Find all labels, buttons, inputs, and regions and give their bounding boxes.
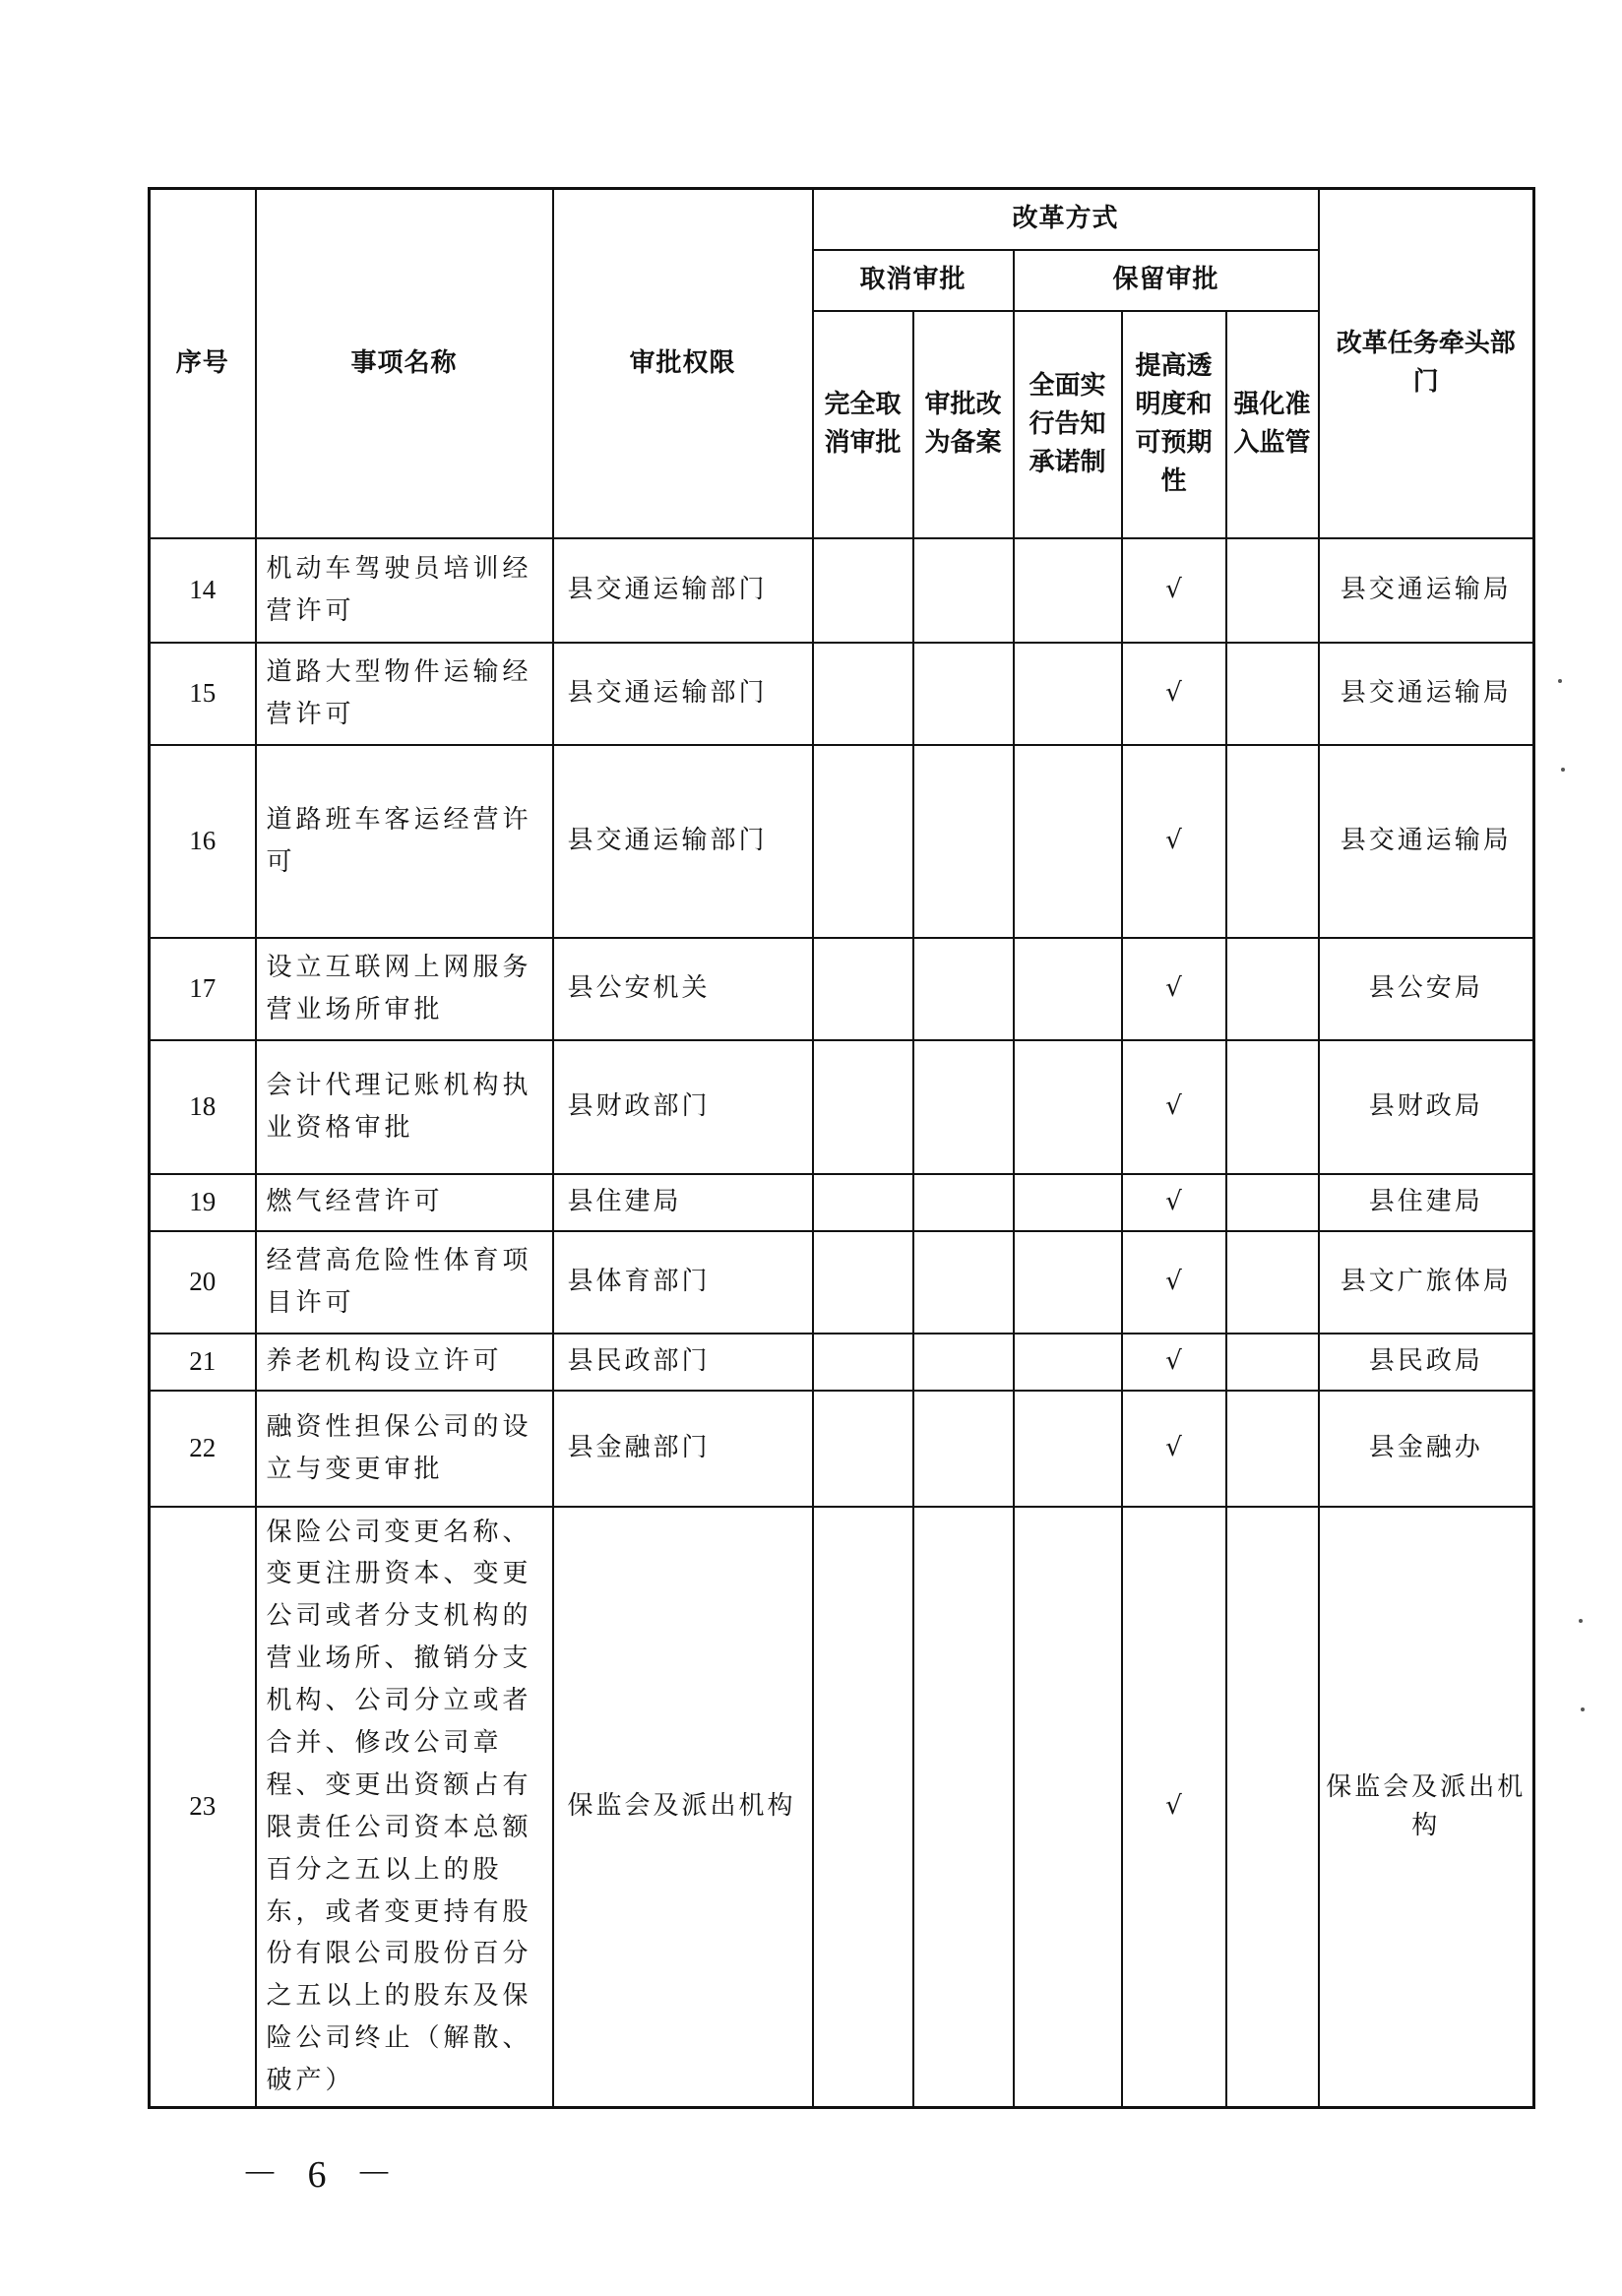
row-number: 14: [150, 538, 256, 643]
item-name: 融资性担保公司的设立与变更审批: [256, 1391, 553, 1507]
cell-access-supervision: [1226, 1507, 1319, 2108]
item-name: 养老机构设立许可: [256, 1334, 553, 1391]
cell-to-filing: [913, 1231, 1014, 1334]
cell-notify-commit: [1014, 745, 1122, 938]
cell-access-supervision: [1226, 1334, 1319, 1391]
approval-authority: 县民政部门: [553, 1334, 813, 1391]
item-name: 经营高危险性体育项目许可: [256, 1231, 553, 1334]
lead-department: 县交通运输局: [1319, 538, 1534, 643]
cell-cancel-fully: [813, 1174, 913, 1231]
approval-items-table: [148, 187, 1535, 2109]
header-cancel-approval: 取消审批: [813, 250, 1014, 311]
cell-notify-commit: [1014, 1231, 1122, 1334]
lead-department: 县住建局: [1319, 1174, 1534, 1231]
header-lead-department: 改革任务牵头部门: [1319, 189, 1534, 538]
cell-cancel-fully: [813, 538, 913, 643]
header-item-name: 事项名称: [256, 189, 553, 538]
scan-speck: [1579, 1619, 1583, 1623]
table-row: [150, 1174, 1534, 1231]
cell-notify-commit: [1014, 538, 1122, 643]
item-name: 会计代理记账机构执业资格审批: [256, 1040, 553, 1174]
cell-to-filing: [913, 1507, 1014, 2108]
cell-to-filing: [913, 1040, 1014, 1174]
header-seq: 序号: [150, 189, 256, 538]
check-mark: √: [1122, 938, 1226, 1040]
cell-access-supervision: [1226, 938, 1319, 1040]
approval-authority: 县交通运输部门: [553, 643, 813, 745]
cell-cancel-fully: [813, 1231, 913, 1334]
check-mark: √: [1122, 1334, 1226, 1391]
cell-cancel-fully: [813, 1507, 913, 2108]
cell-cancel-fully: [813, 1391, 913, 1507]
header-col-to-filing: 审批改为备案: [913, 311, 1014, 538]
page-number: － 6 －: [241, 2154, 404, 2196]
cell-to-filing: [913, 938, 1014, 1040]
table-row: [150, 1231, 1534, 1334]
row-number: 22: [150, 1391, 256, 1507]
cell-cancel-fully: [813, 643, 913, 745]
lead-department: 县民政局: [1319, 1334, 1534, 1391]
cell-to-filing: [913, 1174, 1014, 1231]
table-row: [150, 1507, 1534, 2108]
cell-access-supervision: [1226, 1040, 1319, 1174]
check-mark: √: [1122, 1040, 1226, 1174]
item-name: 保险公司变更名称、变更注册资本、变更公司或者分支机构的营业场所、撤销分支机构、公司分立或者合并、修改公司章程、变更出资额占有限责任公司资本总额百分之五以上的股东，或者变更持有股份有限公司股份百分之五以上的股东及保险公司终止（解散、破产）: [256, 1507, 553, 2108]
table-row: [150, 745, 1534, 938]
header-col-notify-commit: 全面实行告知承诺制: [1014, 311, 1122, 538]
cell-notify-commit: [1014, 938, 1122, 1040]
cell-notify-commit: [1014, 1334, 1122, 1391]
table-row: [150, 1391, 1534, 1507]
approval-authority: 县公安机关: [553, 938, 813, 1040]
approval-authority: 县财政部门: [553, 1040, 813, 1174]
row-number: 23: [150, 1507, 256, 2108]
row-number: 18: [150, 1040, 256, 1174]
row-number: 17: [150, 938, 256, 1040]
cell-notify-commit: [1014, 1174, 1122, 1231]
lead-department: 县公安局: [1319, 938, 1534, 1040]
item-name: 机动车驾驶员培训经营许可: [256, 538, 553, 643]
cell-to-filing: [913, 643, 1014, 745]
row-number: 20: [150, 1231, 256, 1334]
cell-access-supervision: [1226, 643, 1319, 745]
header-col-access-supervision: 强化准入监管: [1226, 311, 1319, 538]
cell-access-supervision: [1226, 1391, 1319, 1507]
approval-authority: 县交通运输部门: [553, 745, 813, 938]
row-number: 15: [150, 643, 256, 745]
header-col-cancel-fully: 完全取消审批: [813, 311, 913, 538]
scan-speck: [1558, 679, 1562, 683]
cell-to-filing: [913, 538, 1014, 643]
cell-to-filing: [913, 1334, 1014, 1391]
table-row: [150, 643, 1534, 745]
row-number: 19: [150, 1174, 256, 1231]
table-row: [150, 938, 1534, 1040]
cell-notify-commit: [1014, 1040, 1122, 1174]
header-reform-method: 改革方式: [813, 189, 1319, 250]
row-number: 21: [150, 1334, 256, 1391]
approval-authority: 县住建局: [553, 1174, 813, 1231]
approval-authority: 县体育部门: [553, 1231, 813, 1334]
item-name: 道路班车客运经营许可: [256, 745, 553, 938]
lead-department: 县交通运输局: [1319, 643, 1534, 745]
approval-authority: 保监会及派出机构: [553, 1507, 813, 2108]
cell-to-filing: [913, 1391, 1014, 1507]
check-mark: √: [1122, 1507, 1226, 2108]
item-name: 燃气经营许可: [256, 1174, 553, 1231]
table-row: [150, 1334, 1534, 1391]
approval-authority: 县交通运输部门: [553, 538, 813, 643]
cell-to-filing: [913, 745, 1014, 938]
lead-department: 县交通运输局: [1319, 745, 1534, 938]
cell-access-supervision: [1226, 745, 1319, 938]
cell-cancel-fully: [813, 1040, 913, 1174]
cell-access-supervision: [1226, 538, 1319, 643]
lead-department: 县财政局: [1319, 1040, 1534, 1174]
check-mark: √: [1122, 745, 1226, 938]
lead-department: 县文广旅体局: [1319, 1231, 1534, 1334]
cell-notify-commit: [1014, 1391, 1122, 1507]
cell-access-supervision: [1226, 1231, 1319, 1334]
header-col-transparency: 提高透明度和可预期性: [1122, 311, 1226, 538]
item-name: 设立互联网上网服务营业场所审批: [256, 938, 553, 1040]
lead-department: 保监会及派出机构: [1319, 1507, 1534, 2108]
approval-authority: 县金融部门: [553, 1391, 813, 1507]
check-mark: √: [1122, 1231, 1226, 1334]
row-number: 16: [150, 745, 256, 938]
check-mark: √: [1122, 643, 1226, 745]
table-row: [150, 1040, 1534, 1174]
scan-speck: [1581, 1707, 1585, 1711]
check-mark: √: [1122, 1391, 1226, 1507]
scan-speck: [1561, 768, 1565, 772]
header-authority: 审批权限: [553, 189, 813, 538]
lead-department: 县金融办: [1319, 1391, 1534, 1507]
cell-access-supervision: [1226, 1174, 1319, 1231]
cell-cancel-fully: [813, 1334, 913, 1391]
cell-cancel-fully: [813, 745, 913, 938]
table-row: [150, 538, 1534, 643]
cell-cancel-fully: [813, 938, 913, 1040]
header-retain-approval: 保留审批: [1014, 250, 1319, 311]
check-mark: √: [1122, 1174, 1226, 1231]
cell-notify-commit: [1014, 643, 1122, 745]
check-mark: √: [1122, 538, 1226, 643]
item-name: 道路大型物件运输经营许可: [256, 643, 553, 745]
cell-notify-commit: [1014, 1507, 1122, 2108]
